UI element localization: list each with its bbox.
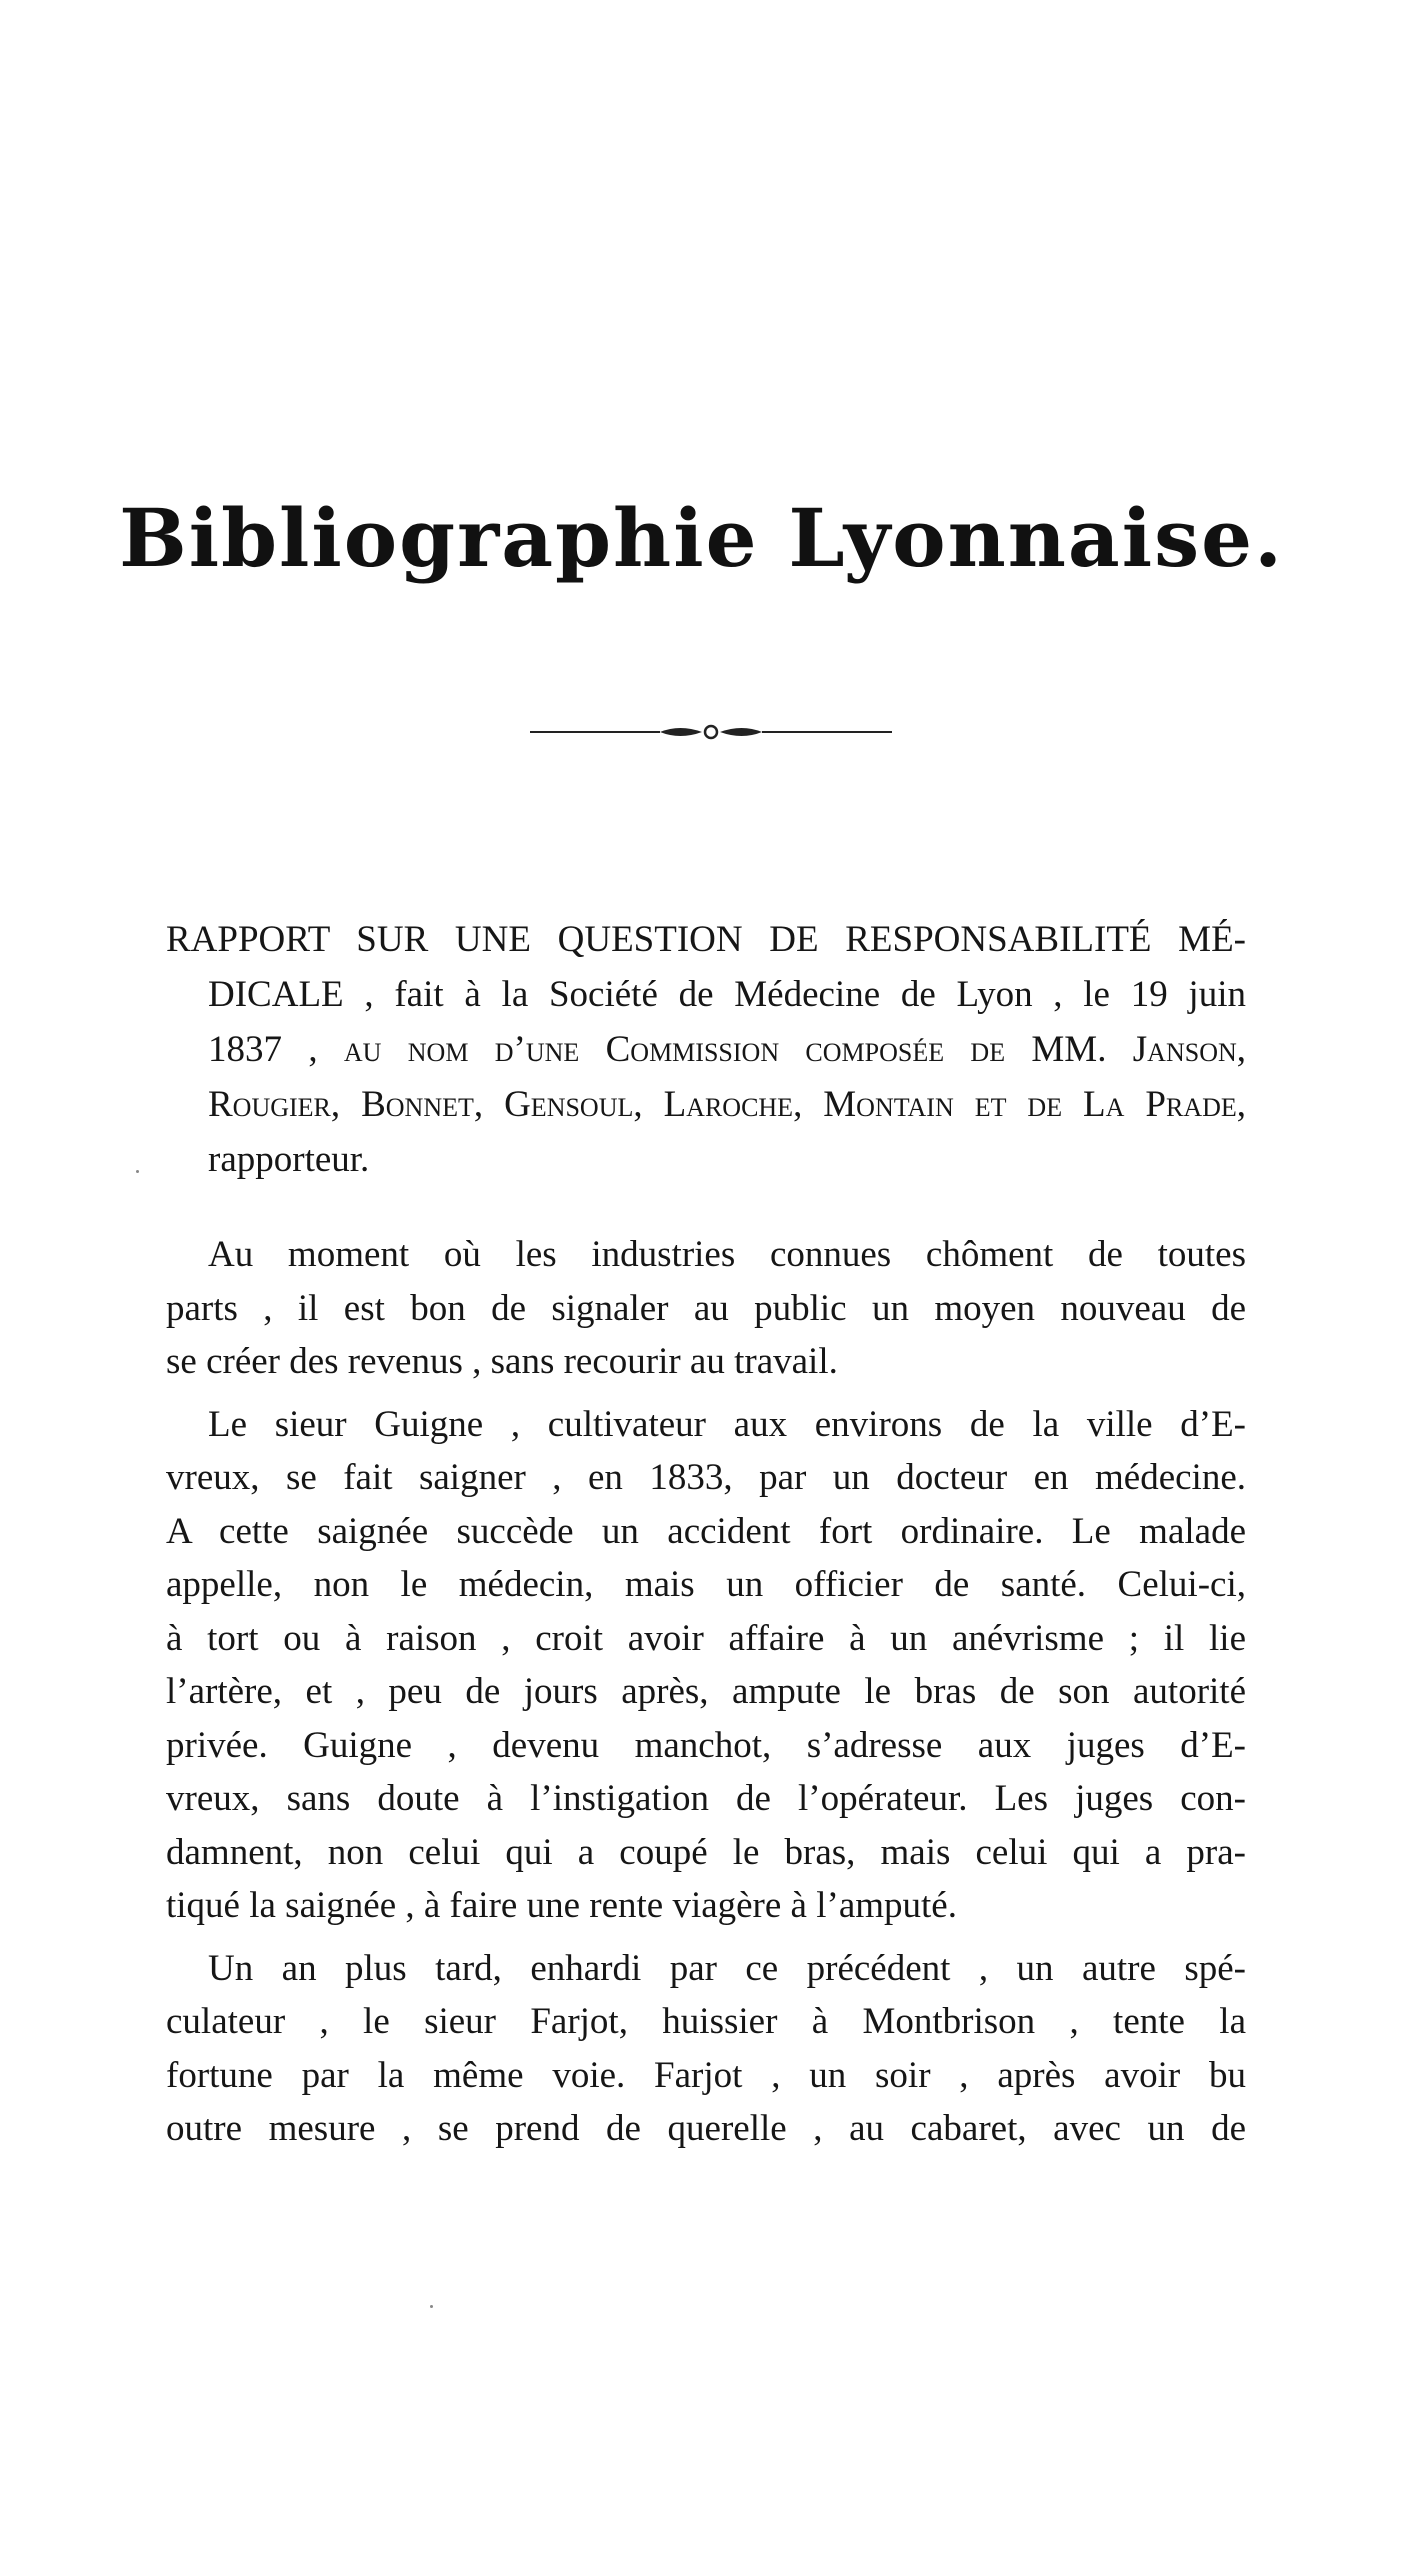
text-line: à tort ou à raison , croit avoir affaire à un anévrisme ; il lie bbox=[166, 1617, 1246, 1659]
report-line: RAPPORT SUR UNE QUESTION DE RESPONSABILITÉ MÉ- bbox=[166, 919, 1246, 960]
report-line: 1837 , au nom d’une Commission composée de MM. Janson, bbox=[208, 1029, 1246, 1070]
text-line: appelle, non le médecin, mais un officier de santé. Celui-ci, bbox=[166, 1564, 1246, 1605]
text-line: l’artère, et , peu de jours après, ampute le bras de son autorité bbox=[166, 1671, 1246, 1712]
text-line: Un an plus tard, enhardi par ce précédent , un autre spé- bbox=[208, 1947, 1246, 1989]
paper-speck bbox=[430, 2305, 433, 2308]
report-heading bbox=[166, 912, 1246, 1187]
text-line: tiqué la saignée , à faire une rente viagère à l’amputé. bbox=[166, 1885, 957, 1926]
text-line: parts , il est bon de signaler au public un moyen nouveau de bbox=[166, 1287, 1246, 1329]
text-line: vreux, sans doute à l’instigation de l’opérateur. Les juges con- bbox=[166, 1778, 1246, 1819]
report-line: DICALE , fait à la Société de Médecine de Lyon , le 19 juin bbox=[208, 974, 1246, 1015]
paragraph bbox=[166, 1398, 1246, 1933]
body-text bbox=[166, 1228, 1246, 2156]
paragraph bbox=[166, 1228, 1246, 1389]
text-line: A cette saignée succède un accident fort ordinaire. Le malade bbox=[166, 1510, 1246, 1552]
paragraph bbox=[166, 1942, 1246, 2156]
text-line: Au moment où les industries connues chôment de toutes bbox=[208, 1234, 1246, 1275]
report-line: rapporteur. bbox=[208, 1139, 370, 1180]
paper-speck bbox=[136, 1170, 139, 1173]
text-line: outre mesure , se prend de querelle , au cabaret, avec un de bbox=[166, 2108, 1246, 2149]
report-line: Rougier, Bonnet, Gensoul, Laroche, Montain et de La Prade, bbox=[208, 1084, 1246, 1125]
page-title: Bibliographie Lyonnaise. bbox=[119, 491, 1284, 585]
text-line: privée. Guigne , devenu manchot, s’adresse aux juges d’E- bbox=[166, 1724, 1246, 1766]
text-line: fortune par la même voie. Farjot , un soir , après avoir bu bbox=[166, 2054, 1246, 2096]
text-line: damnent, non celui qui a coupé le bras, mais celui qui a pra- bbox=[166, 1831, 1246, 1873]
text-line: culateur , le sieur Farjot, huissier à Montbrison , tente la bbox=[166, 2001, 1246, 2042]
text-line: se créer des revenus , sans recourir au travail. bbox=[166, 1341, 838, 1382]
text-line: vreux, se fait saigner , en 1833, par un docteur en médecine. bbox=[166, 1457, 1246, 1498]
text-line: Le sieur Guigne , cultivateur aux environs de la ville d’E- bbox=[208, 1403, 1246, 1445]
ornament-rule bbox=[530, 712, 892, 752]
